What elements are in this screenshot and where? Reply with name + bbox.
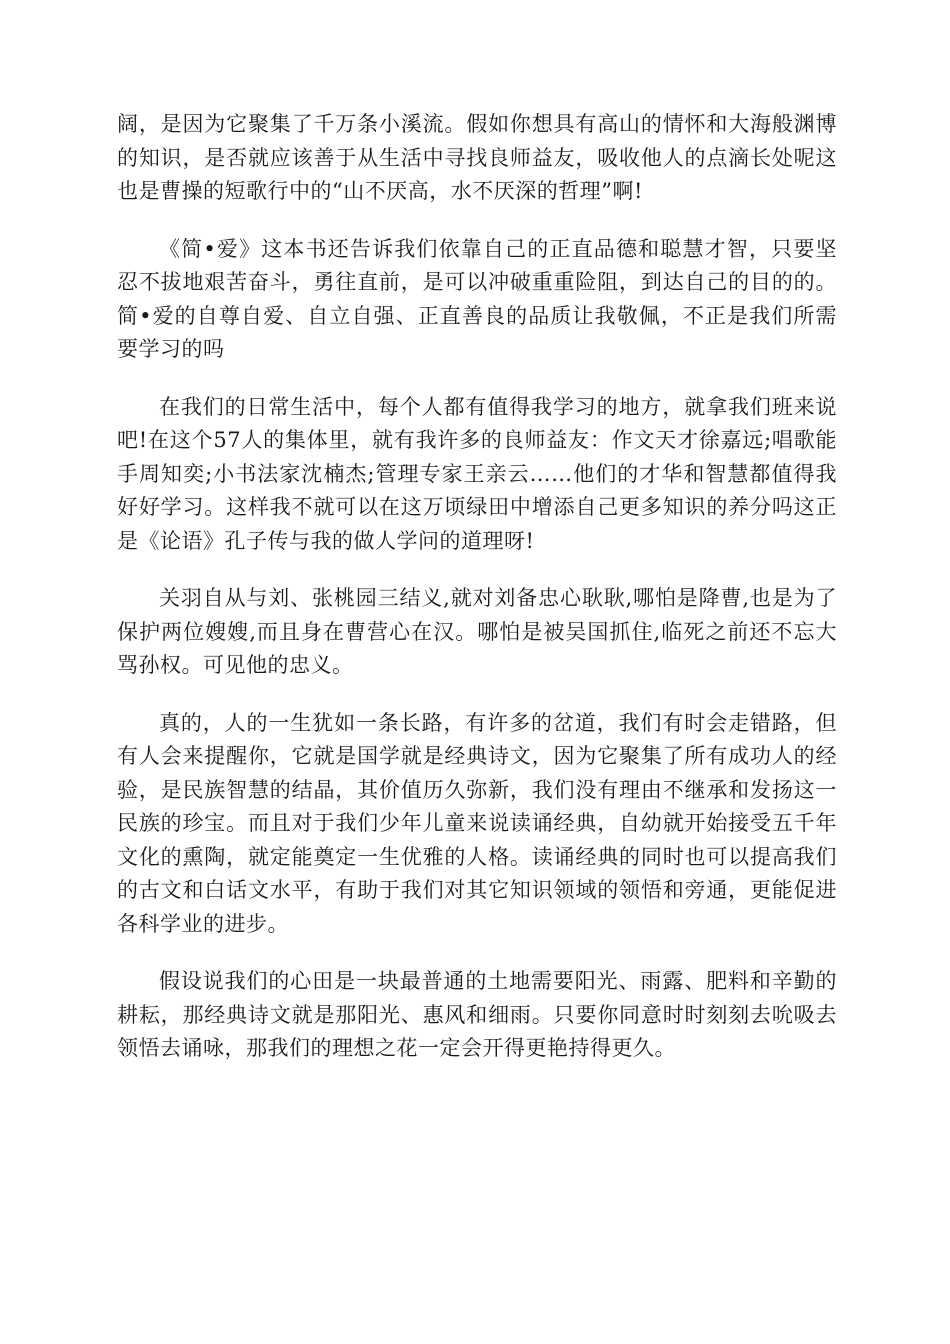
paragraph-3: 在我们的日常生活中，每个人都有值得我学习的地方，就拿我们班来说吧!在这个57人的集体里，就有我许多的良师益友：作文天才徐嘉远;唱歌能手周知奕;小书法家沈楠杰;管理专家王亲云……他们的才华和智慧都值得我好好学习。这样我不就可以在这万顷绿田中增添自己更多知识的养分吗这正是《论语》孔子传与我的做人学问的道理呀! bbox=[117, 394, 837, 553]
paragraph-4: 关羽自从与刘、张桃园三结义,就对刘备忠心耿耿,哪怕是降曹,也是为了保护两位嫂嫂,而且身在曹营心在汉。哪怕是被吴国抓住,临死之前还不忘大骂孙权。可见他的忠义。 bbox=[117, 586, 837, 677]
paragraph-2: 《简•爱》这本书还告诉我们依靠自己的正直品德和聪慧才智，只要坚忍不拔地艰苦奋斗，勇往直前，是可以冲破重重险阻，到达自己的目的的。简•爱的自尊自爱、自立自强、正直善良的品质让我敬佩，不正是我们所需要学习的吗 bbox=[117, 236, 837, 361]
paragraph-5: 真的，人的一生犹如一条长路，有许多的岔道，我们有时会走错路，但有人会来提醒你，它就是国学就是经典诗文，因为它聚集了所有成功人的经验，是民族智慧的结晶，其价值历久弥新，我们没有理由不继承和发扬这一民族的珍宝。而且对于我们少年儿童来说读诵经典，自幼就开始接受五千年文化的熏陶，就定能奠定一生优雅的人格。读诵经典的同时也可以提高我们的古文和白话文水平，有助于我们对其它知识领域的领悟和旁通，更能促进各科学业的进步。 bbox=[117, 710, 837, 936]
paragraph-6: 假设说我们的心田是一块最普通的土地需要阳光、雨露、肥料和辛勤的耕耘，那经典诗文就是那阳光、惠风和细雨。只要你同意时时刻刻去吮吸去领悟去诵咏，那我们的理想之花一定会开得更艳持得更久。 bbox=[117, 969, 837, 1060]
document-body bbox=[117, 108, 837, 1090]
paragraph-1: 阔，是因为它聚集了千万条小溪流。假如你想具有高山的情怀和大海般渊博的知识，是否就应该善于从生活中寻找良师益友，吸收他人的点滴长处呢这也是曹操的短歌行中的“山不厌高，水不厌深的哲理”啊! bbox=[117, 112, 837, 203]
